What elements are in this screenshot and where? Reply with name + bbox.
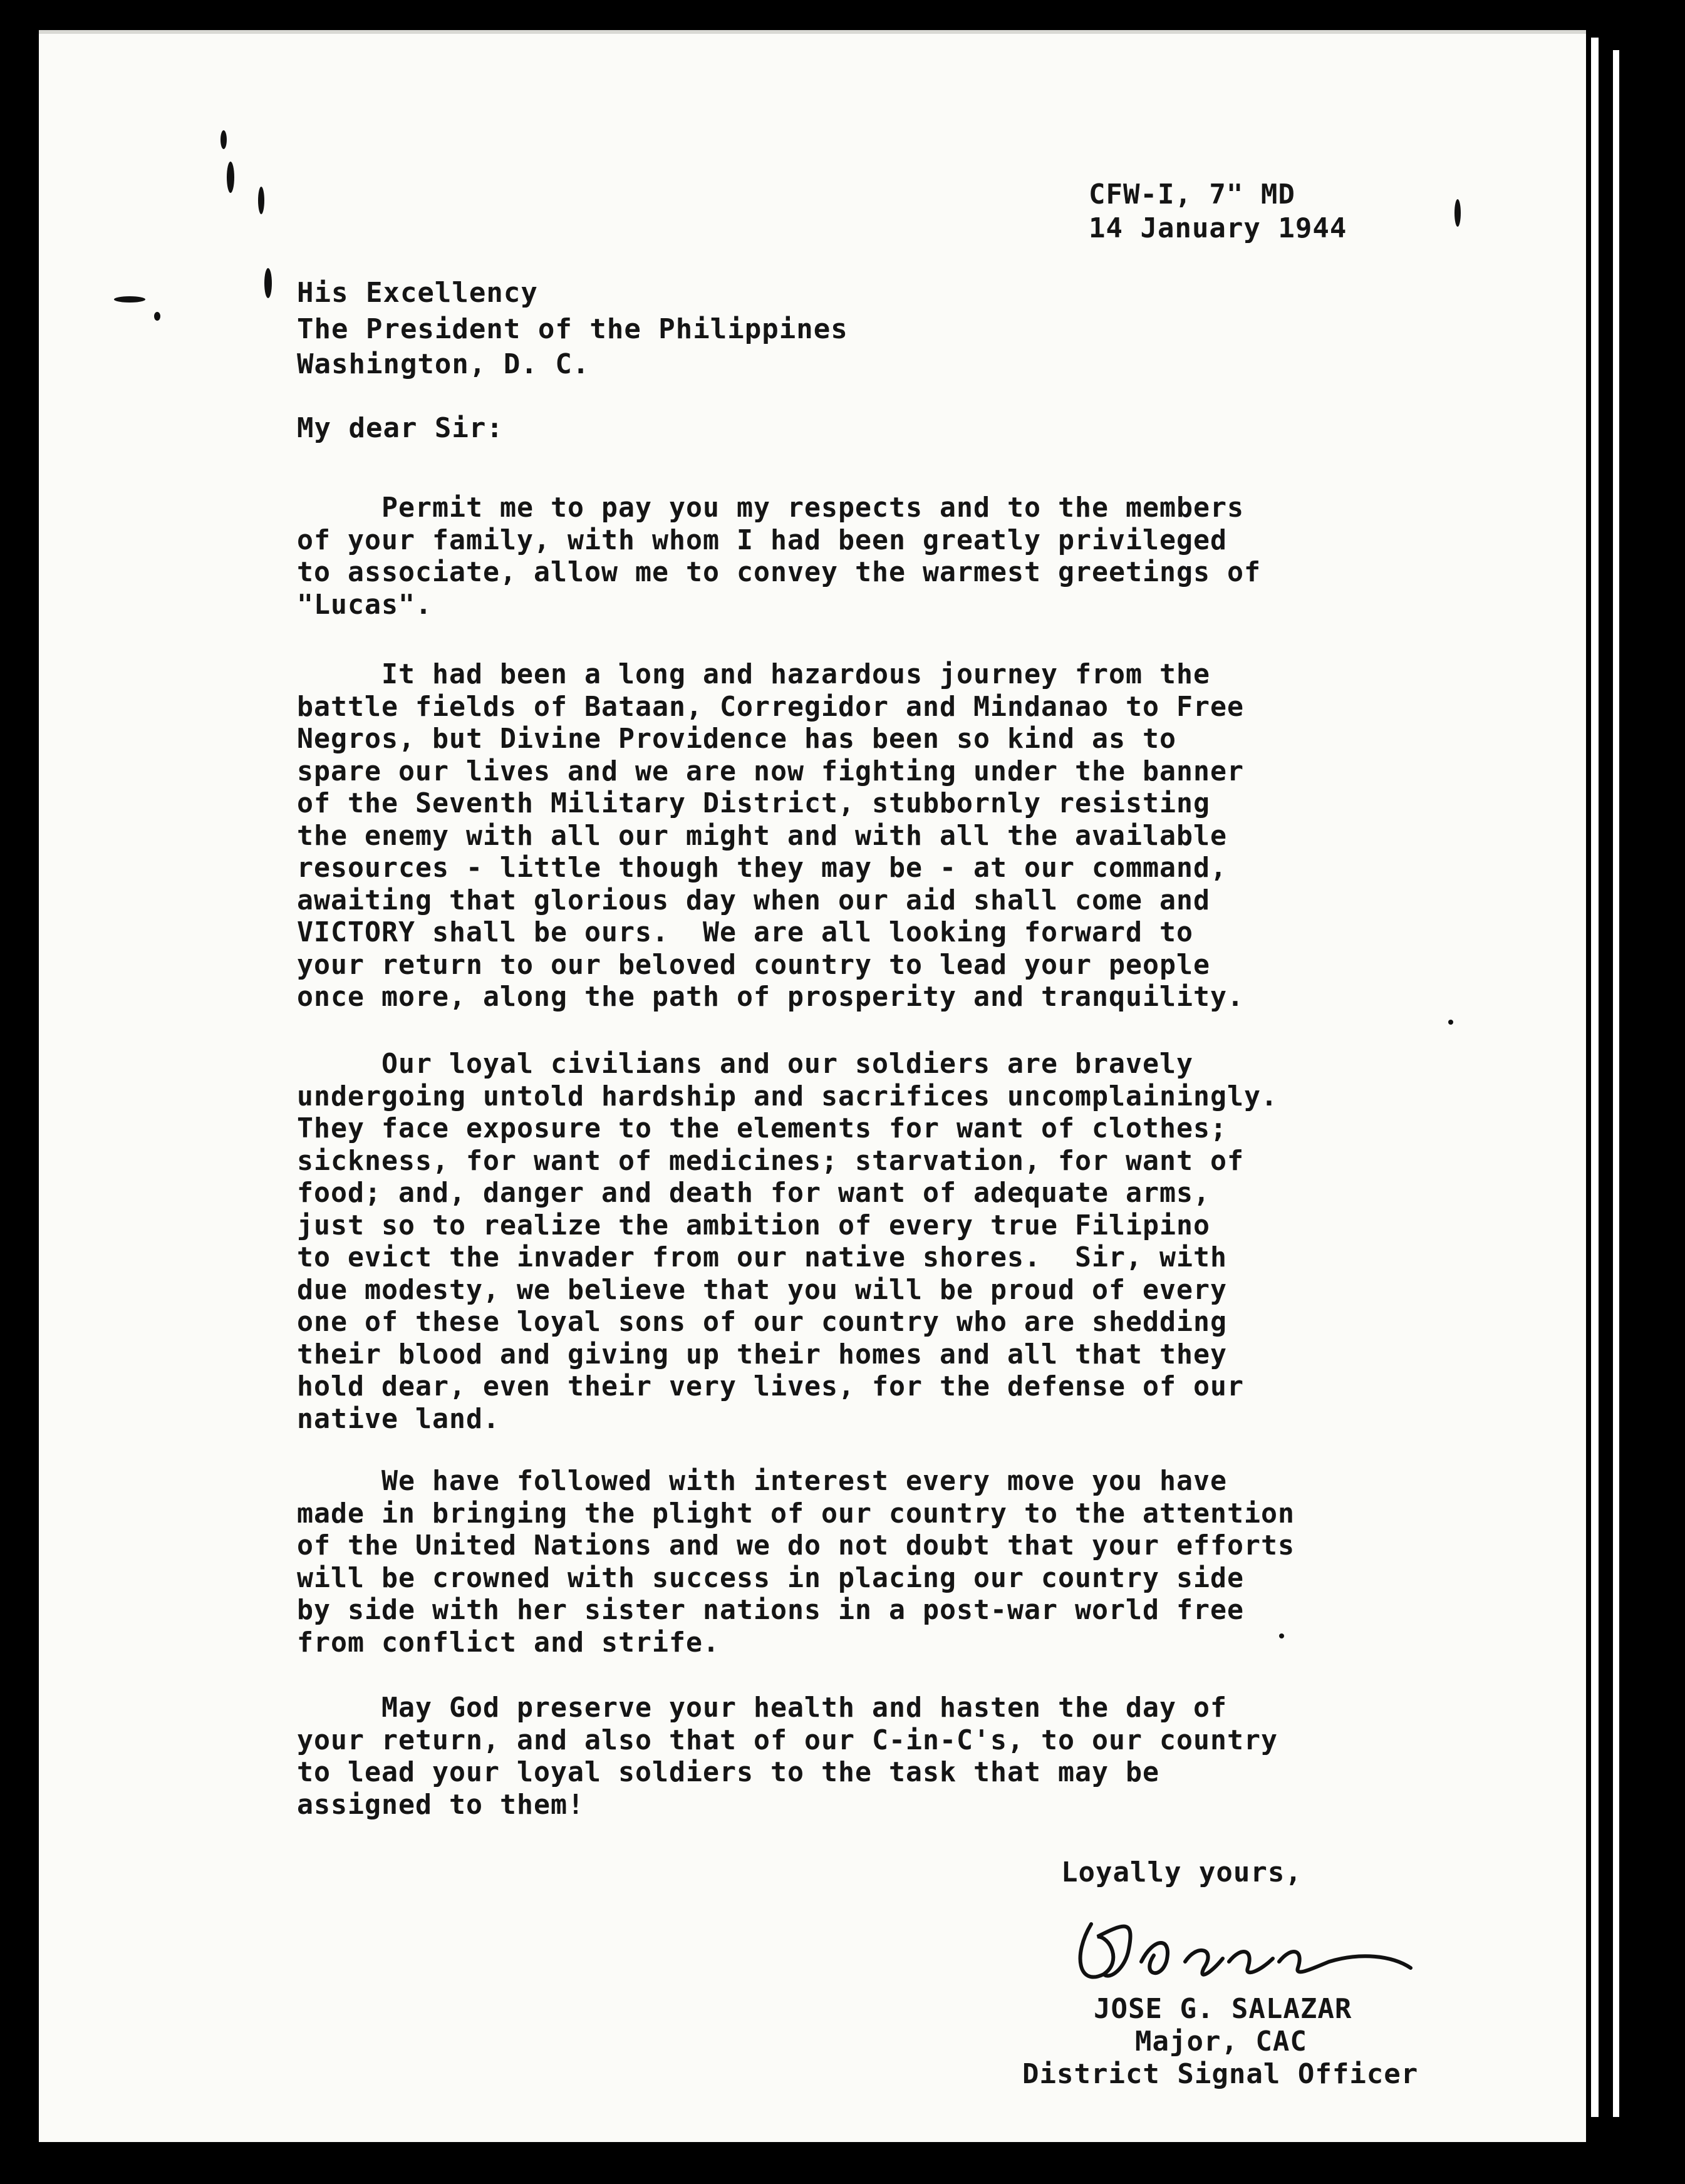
ink-mark [1454,199,1461,227]
paragraph-3: Our loyal civilians and our soldiers are bravely undergoing untold hardship and sacrifices uncomplainingly. They face exposure to the elements for want of clothes; sickness, for want of medicines; starvation, for want of food; and, danger and death for want of adequate arms, just so to realize the ambition of every true Filipino to evict the invader from our native shores. Sir, with due modesty, we believe that you will be proud of every one of these loyal sons of our country who are shedding their blood and giving up their homes and all that they hold dear, even their very lives, for the defense of our native land. [297,1048,1278,1435]
ink-mark [227,162,234,193]
paragraph-1: Permit me to pay you my respects and to the members of your family, with whom I had been greatly privileged to associate, allow me to convey the warmest greetings of "Lucas". [297,492,1262,621]
scan-artifact [39,30,1586,34]
ink-mark [220,130,227,149]
letter-date: 14 January 1944 [1089,212,1347,244]
ink-mark [1448,1020,1453,1025]
addressee-line-3: Washington, D. C. [297,348,590,380]
salutation: My dear Sir: [297,412,504,444]
addressee-line-1: His Excellency [297,277,538,309]
ink-mark [264,268,272,298]
handwritten-signature [1066,1899,1417,1999]
ink-mark [114,296,145,303]
letter-page [39,30,1586,2142]
ink-mark [154,312,160,321]
signer-rank: Major, CAC [1135,2026,1307,2057]
paragraph-4: We have followed with interest every move you have made in bringing the plight of our country to the attention of the United Nations and we do not doubt that your efforts will be crowned with success in placing our country side by side with her sister nations in a post-war world free from conflict and strife. [297,1466,1295,1659]
letter-reference: CFW-I, 7" MD [1089,179,1295,210]
right-page-edge-2 [1613,50,1619,2117]
ink-mark [258,187,264,214]
paragraph-5: May God preserve your health and hasten the day of your return, and also that of our C-in-C's, to our country to lead your loyal soldiers to the task that may be assigned to them! [297,1692,1278,1821]
paragraph-2: It had been a long and hazardous journey from the battle fields of Bataan, Corregidor and Mindanao to Free Negros, but Divine Providence has been so kind as to spare our lives and we are now fighting under the banner of the Seventh Military District, stubbornly resisting the enemy with all our might and with all the available resources - little though they may be - at our command, awaiting that glorious day when our aid shall come and VICTORY shall be ours. We are all looking forward to your return to our beloved country to lead your people once more, along the path of prosperity and tranquility. [297,659,1245,1013]
signer-name: JOSE G. SALAZAR [1094,1993,1352,2025]
closing: Loyally yours, [1061,1856,1302,1888]
addressee-line-2: The President of the Philippines [297,313,848,345]
signer-title: District Signal Officer [1022,2058,1419,2090]
right-page-edge [1591,38,1599,2117]
